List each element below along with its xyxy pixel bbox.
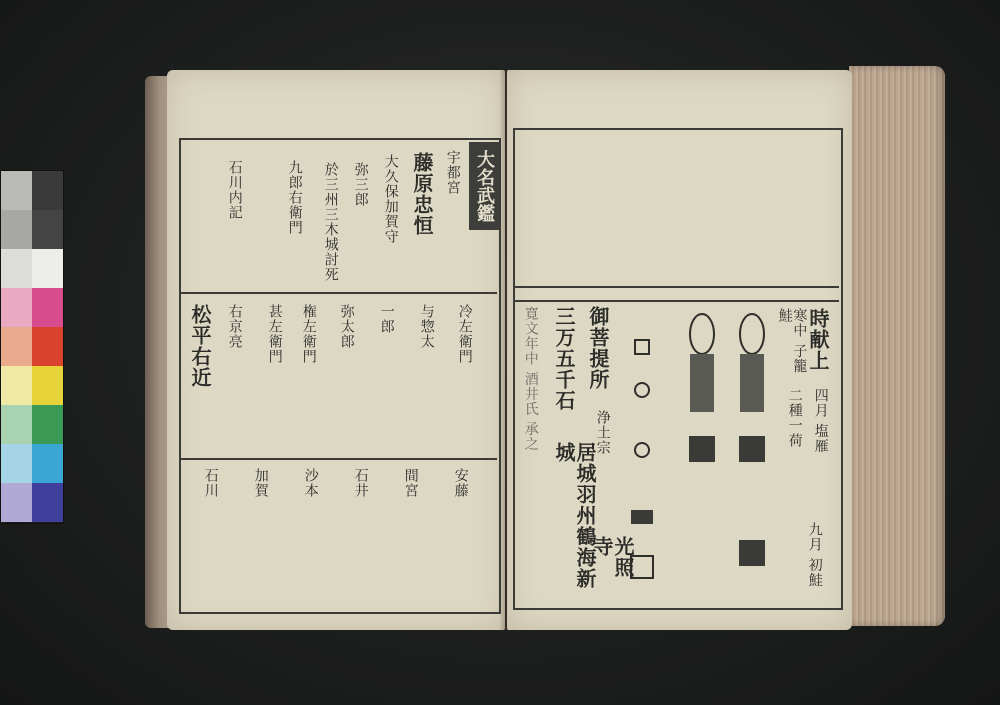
color-swatch — [32, 249, 63, 288]
color-swatch — [32, 288, 63, 327]
column-text: 於三州三木城討死 — [322, 162, 339, 282]
color-swatch — [1, 210, 32, 249]
column-text: 御菩提所 — [586, 306, 610, 390]
column-text: 藤原忠恒 — [410, 152, 434, 236]
column-text: 沙本 — [302, 468, 319, 498]
right-page-edges — [849, 66, 945, 626]
color-swatch — [1, 249, 32, 288]
left-page — [167, 70, 505, 630]
column-text: 時献上 — [806, 308, 830, 371]
column-text: 甚左衛門 — [266, 304, 283, 364]
crest-icon — [739, 540, 765, 566]
column-text: 四月 塩雁 — [812, 388, 829, 454]
column-text: 加賀 — [252, 468, 269, 498]
column-text: 与惣太 — [418, 304, 435, 349]
tassel-standard-icon — [690, 314, 714, 412]
color-swatch — [1, 483, 32, 522]
column-text: 弥太郎 — [338, 304, 355, 349]
column-text: 二種一荷 — [786, 388, 803, 448]
castle-line: 居城羽州鶴海新城 — [552, 442, 597, 589]
color-swatch — [1, 366, 32, 405]
column-text: 権左衛門 — [300, 304, 317, 364]
color-calibration-strip — [0, 170, 64, 524]
column-text: 右京亮 — [226, 304, 243, 349]
temple-name: 光照寺 — [590, 536, 635, 578]
column-text: 寛文年中 酒井氏 承之 — [522, 306, 539, 452]
color-swatch — [1, 171, 32, 210]
color-swatch — [1, 327, 32, 366]
column-text: 冷左衛門 — [456, 304, 473, 364]
color-swatch — [32, 171, 63, 210]
column-text: 寒中 子籠鮭 — [776, 308, 808, 374]
color-swatch — [32, 210, 63, 249]
color-swatch — [1, 288, 32, 327]
column-text: 安藤 — [452, 468, 469, 498]
column-text: 石川内記 — [226, 160, 243, 220]
column-text: 浄土宗 — [594, 410, 611, 455]
color-swatch — [32, 327, 63, 366]
tassel-standard-icon — [740, 314, 764, 412]
column-text: 宇都宮 — [444, 150, 461, 195]
column-text: 石川 — [202, 468, 219, 498]
open-book — [145, 66, 945, 636]
crest-icon — [689, 436, 765, 462]
color-swatch — [32, 444, 63, 483]
column-text: 大久保加賀守 — [382, 154, 399, 244]
color-swatch — [1, 405, 32, 444]
column-text: 松平右近 — [188, 304, 212, 388]
stipend: 三万五千石 — [552, 306, 576, 411]
book-title: 大名武鑑 — [469, 142, 499, 230]
heraldic-illustrations — [677, 308, 777, 608]
color-swatch — [32, 405, 63, 444]
column-text: 間宮 — [402, 468, 419, 498]
column-text: 弥三郎 — [352, 162, 369, 207]
column-text: 石井 — [352, 468, 369, 498]
column-text: 一郎 — [378, 304, 395, 334]
column-text: 九郎右衛門 — [286, 160, 303, 235]
right-page — [507, 70, 852, 630]
color-swatch — [32, 483, 63, 522]
color-swatch — [1, 444, 32, 483]
color-swatch — [32, 366, 63, 405]
column-text: 九月 初鮭 — [806, 522, 823, 588]
